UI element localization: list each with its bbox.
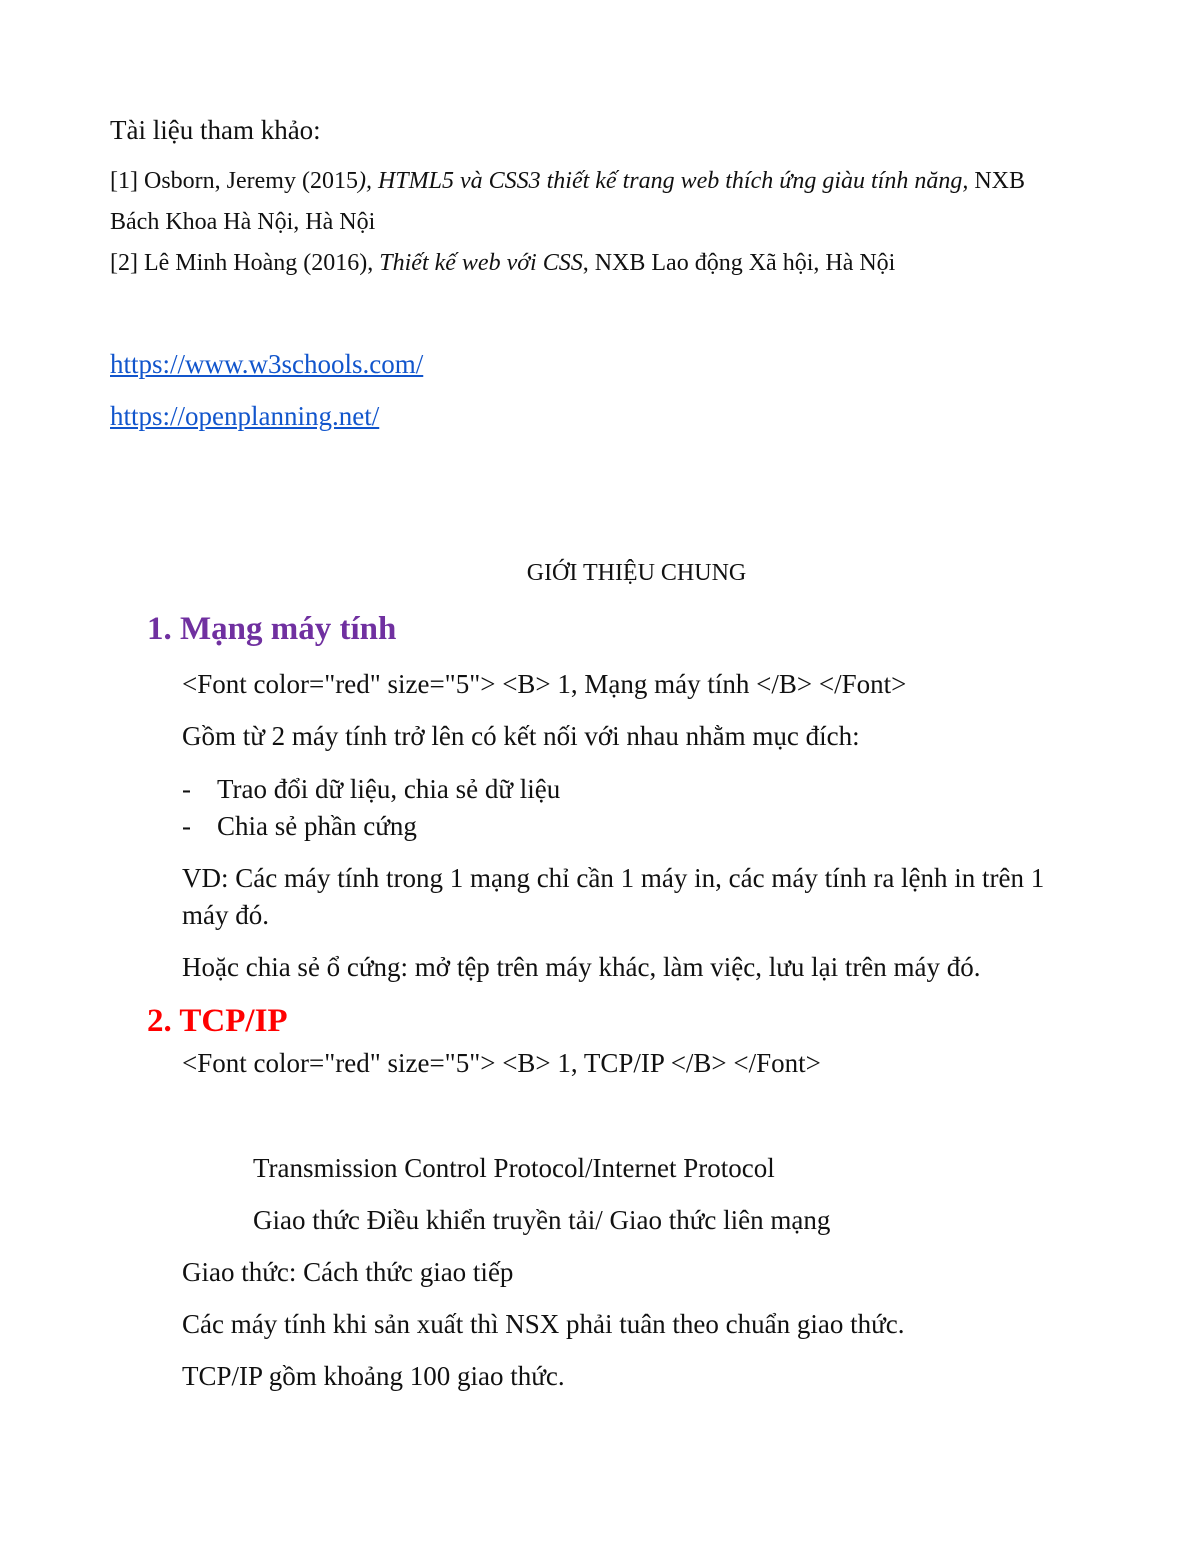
section2-line-1: Các máy tính khi sản xuất thì NSX phải tuân theo chuẩn giao thức.: [182, 1309, 905, 1339]
reference-2-publisher: , NXB Lao động Xã hội, Hà Nội: [582, 250, 896, 276]
protocol-definition: Giao thức: Cách thức giao tiếp: [182, 1257, 514, 1287]
link-w3schools[interactable]: https://www.w3schools.com/: [110, 349, 424, 379]
tcp-ip-expansion-vi: Giao thức Điều khiển truyền tải/ Giao thức liên mạng: [253, 1205, 831, 1235]
link-openplanning[interactable]: https://openplanning.net/: [110, 401, 380, 431]
reference-1-author: [1] Osborn, Jeremy (2015: [110, 168, 358, 194]
heading-mang-may-tinh: 1. Mạng máy tính: [147, 611, 397, 647]
code-sample-1: <Font color="red" size="5"> <B> 1, Mạng máy tính </B> </Font>: [182, 669, 907, 699]
bullet-marker-2: -: [182, 811, 191, 841]
reference-2-author: [2] Lê Minh Hoàng (2016),: [110, 250, 380, 276]
bullet-item-2: Chia sẻ phần cứng: [217, 811, 417, 841]
code-sample-2: <Font color="red" size="5"> <B> 1, TCP/IP </B> </Font>: [182, 1048, 821, 1078]
tcp-ip-expansion-en: Transmission Control Protocol/Internet Protocol: [253, 1153, 775, 1183]
bullet-marker-1: -: [182, 774, 191, 804]
reference-1-line-2: Bách Khoa Hà Nội, Hà Nội: [110, 209, 376, 235]
reference-1-line-1: [110, 166, 1025, 196]
reference-1-publisher: NXB: [968, 168, 1026, 194]
example-line-1: VD: Các máy tính trong 1 mạng chỉ cần 1 máy in, các máy tính ra lệnh in trên 1: [182, 863, 1045, 893]
section2-line-2: TCP/IP gồm khoảng 100 giao thức.: [182, 1361, 565, 1391]
reference-1-title: ), HTML5 và CSS3 thiết kế trang web thích ứng giàu tính năng,: [357, 168, 969, 194]
reference-2: [110, 248, 895, 278]
bullet-item-1: Trao đổi dữ liệu, chia sẻ dữ liệu: [217, 774, 561, 804]
section1-intro: Gồm từ 2 máy tính trở lên có kết nối với nhau nhằm mục đích:: [182, 721, 860, 751]
section-title: GIỚI THIỆU CHUNG: [526, 560, 747, 586]
references-heading: Tài liệu tham khảo:: [110, 115, 321, 145]
example-2: Hoặc chia sẻ ổ cứng: mở tệp trên máy khác, làm việc, lưu lại trên máy đó.: [182, 952, 981, 982]
example-line-2: máy đó.: [182, 900, 269, 930]
heading-tcp-ip: 2. TCP/IP: [147, 1003, 288, 1039]
reference-2-title: Thiết kế web với CSS: [379, 250, 583, 276]
